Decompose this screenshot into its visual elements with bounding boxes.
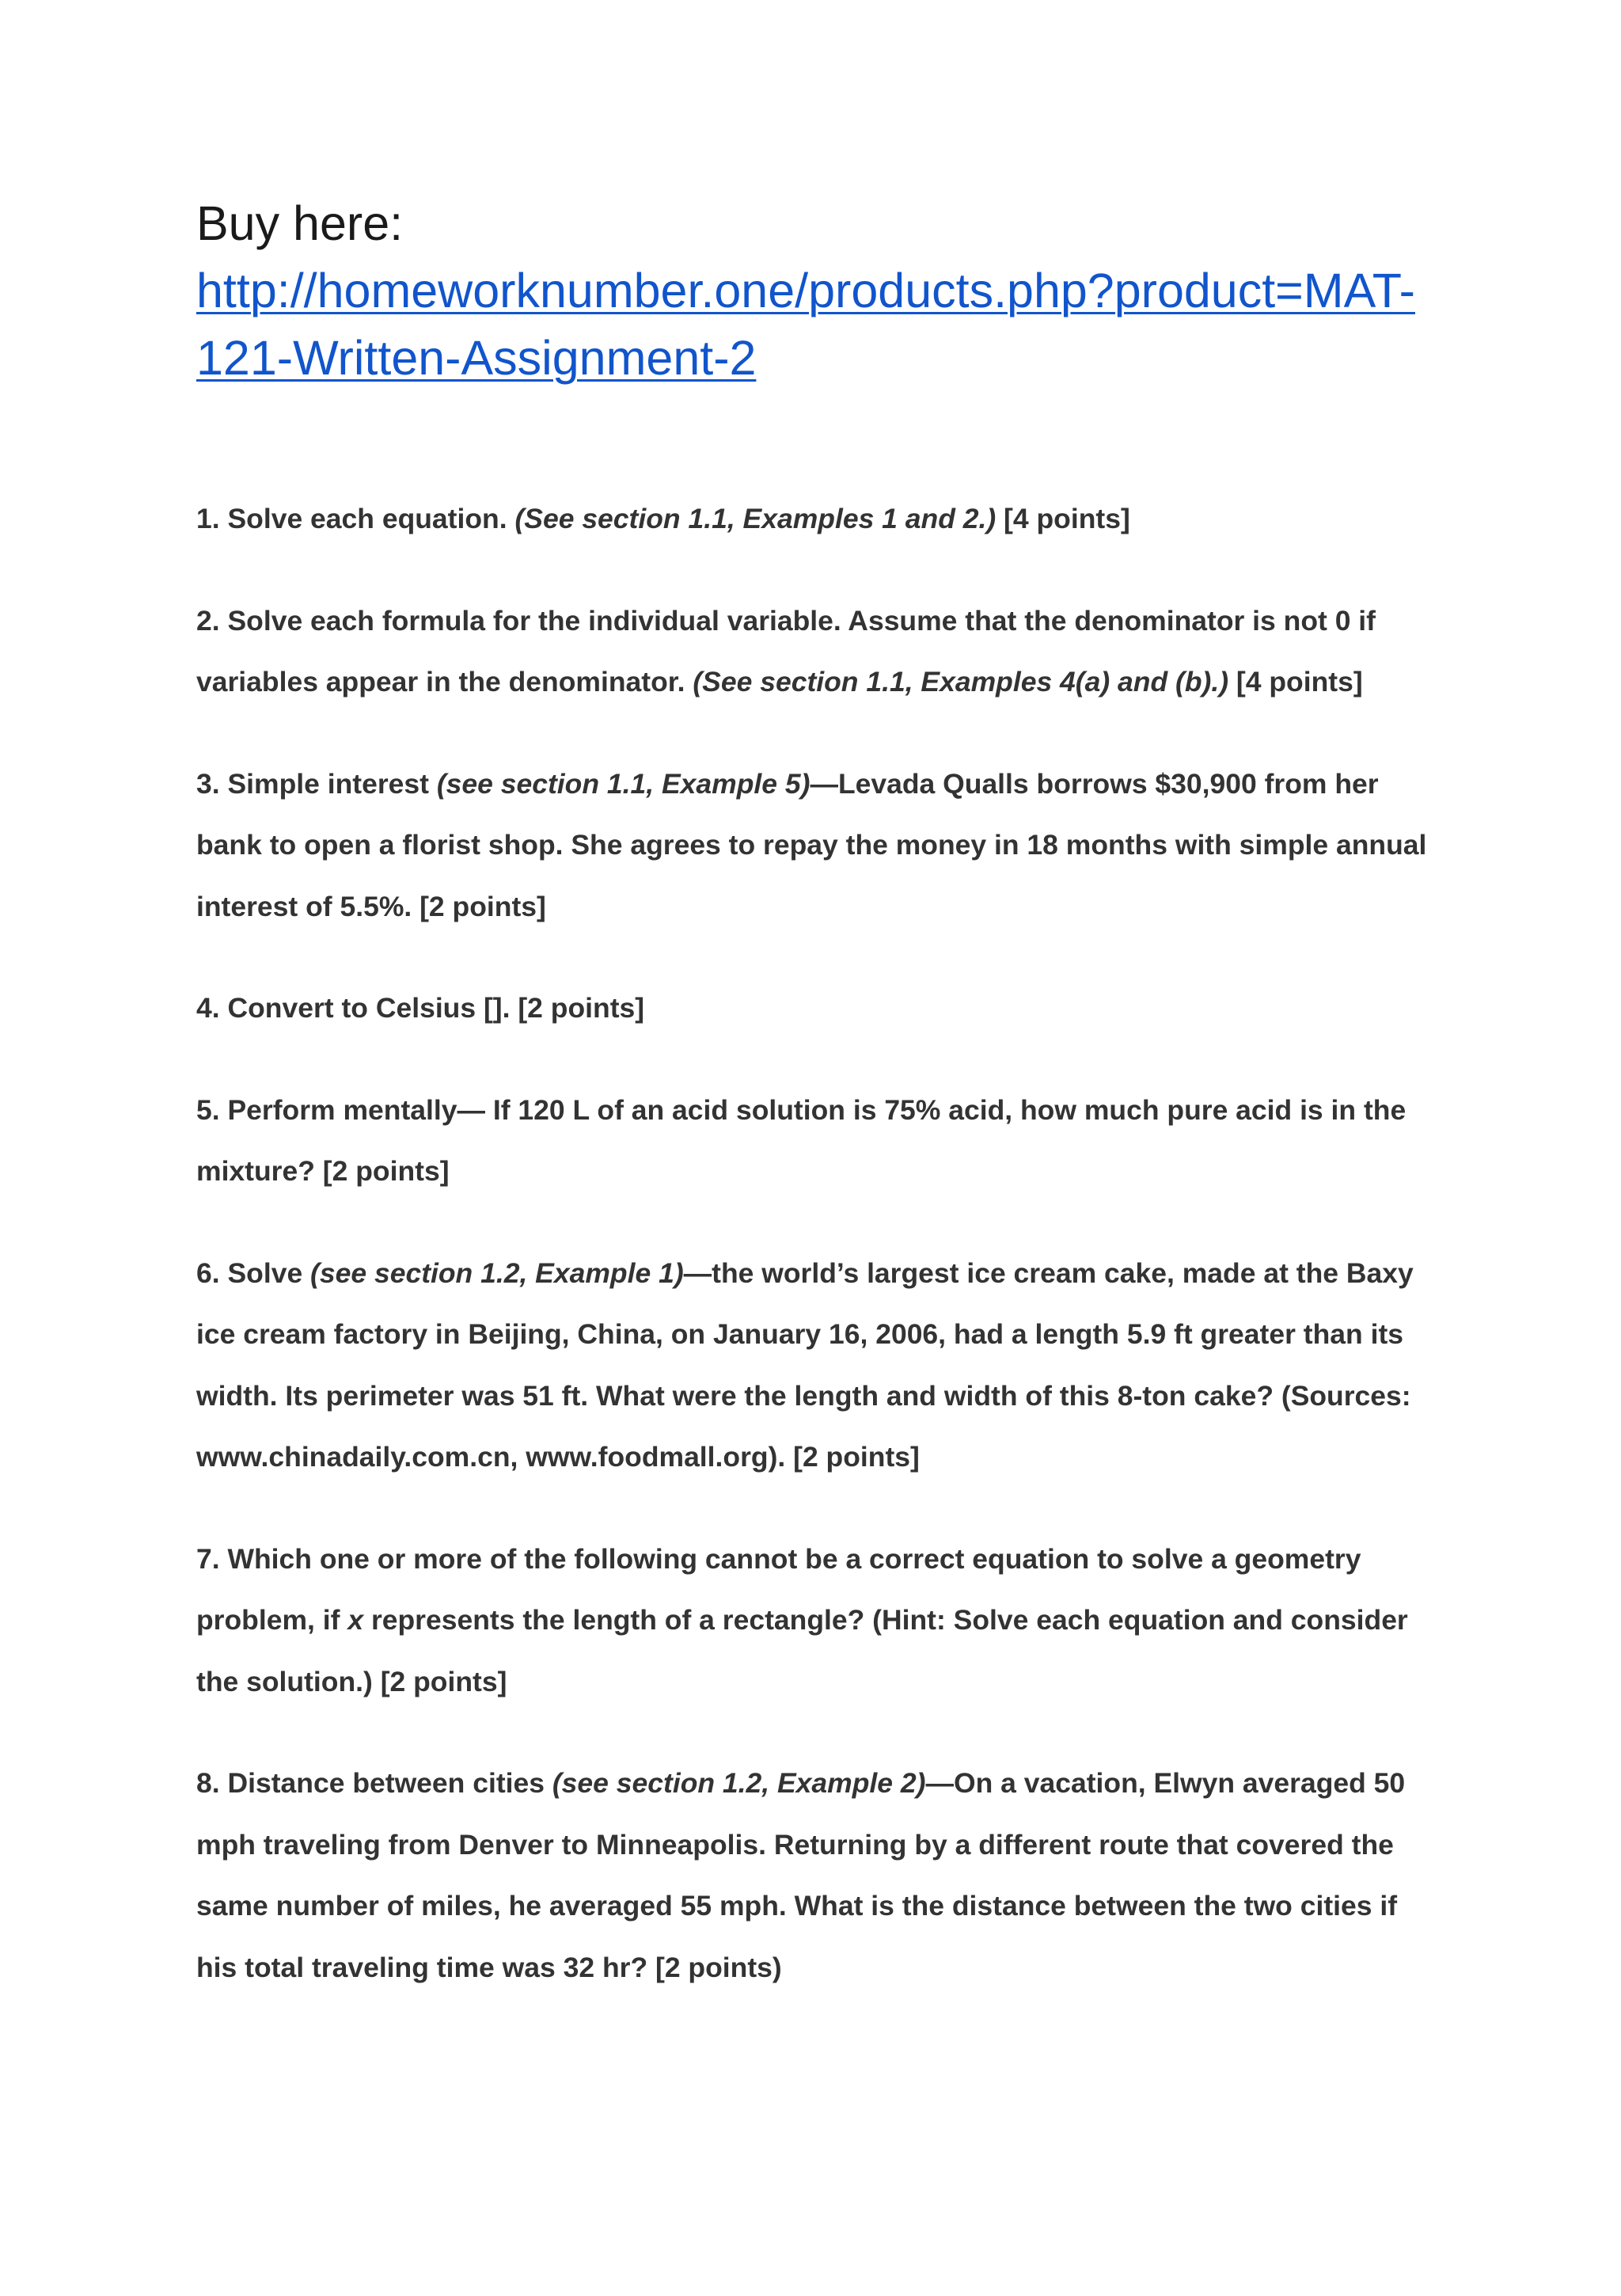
section-reference: (see section 1.2, Example 2) (552, 1767, 926, 1799)
section-reference: (See section 1.1, Examples 4(a) and (b).) (693, 666, 1229, 698)
question-3: 3. Simple interest (see section 1.1, Example 5)—Levada Qualls borrows $30,900 from her bank to open a florist shop. She agrees to repay the money in 18 months with simple annual interest of 5.5%. [2 points] (196, 767, 1427, 922)
section-reference: (See section 1.1, Examples 1 and 2.) (514, 503, 997, 534)
section-reference: (see section 1.2, Example 1) (310, 1256, 684, 1289)
question-6: 6. Solve (see section 1.2, Example 1)—the world’s largest ice cream cake, made at the Baxy ice cream factory in Beijing, China, on January 16, 2006, had a length 5.9 ft greater than its width. Its perimeter was 51 ft. What were the length and width of this 8-ton cake? (Sources: www.chinadaily.com.cn, www.foodmall.org). [2 points] (196, 1256, 1414, 1473)
question-7: 7. Which one or more of the following cannot be a correct equation to solve a geometry problem, if x represents the length of a rectangle? (Hint: Solve each equation and consider the solution.) [2 points] (196, 1542, 1408, 1697)
question-2: 2. Solve each formula for the individual variable. Assume that the denominator is not 0 if variables appear in the denominator. (See section 1.1, Examples 4(a) and (b).) [4 points] (196, 604, 1376, 698)
variable-x: x (347, 1604, 364, 1636)
question-8: 8. Distance between cities (see section 1.2, Example 2)—On a vacation, Elwyn averaged 50 mph traveling from Denver to Minneapolis. Returning by a different route that covered the same number of miles, he averaged 55 mph. What is the distance between the two cities if his total traveling time was 32 hr? [2 points) (196, 1767, 1406, 1983)
question-1: 1. Solve each equation. (See section 1.1, Examples 1 and 2.) [4 points] (196, 503, 1130, 534)
buy-label: Buy here: (196, 196, 404, 250)
document-page (196, 190, 1431, 2039)
product-link[interactable]: http://homeworknumber.one/products.php?product=MAT-121-Written-Assignment-2 (196, 264, 1415, 385)
section-reference: (see section 1.1, Example 5) (436, 767, 810, 800)
buy-header (196, 190, 1431, 392)
question-5: 5. Perform mentally— If 120 L of an acid solution is 75% acid, how much pure acid is in the mixture? [2 points] (196, 1093, 1407, 1187)
question-4: 4. Convert to Celsius []. [2 points] (196, 992, 645, 1024)
question-list (196, 488, 1431, 1998)
